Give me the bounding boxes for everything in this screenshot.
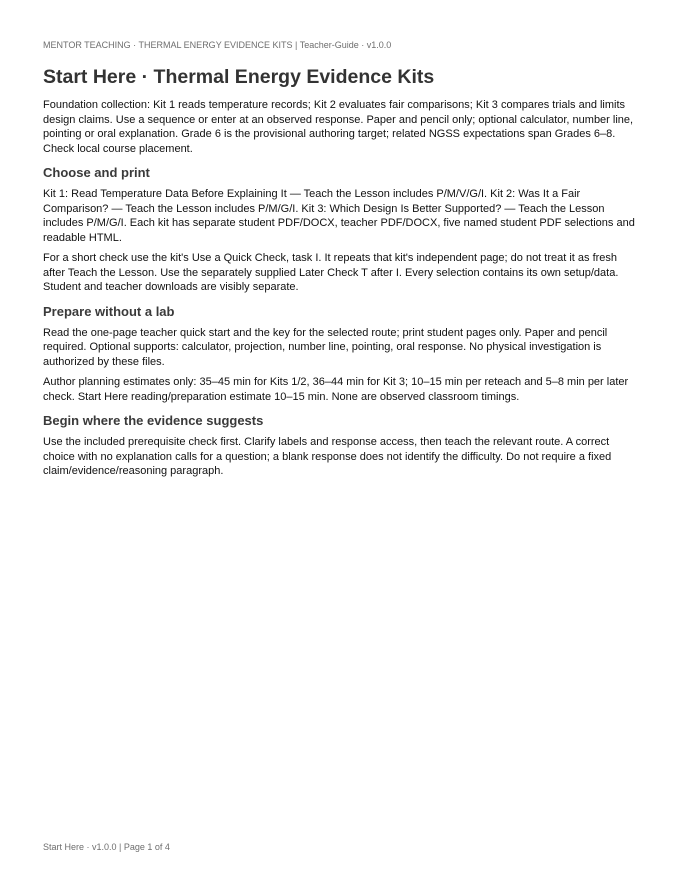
section-prepare-without-a-lab <box>43 304 637 405</box>
section-paragraph: Kit 1: Read Temperature Data Before Explaining It — Teach the Lesson includes P/M/V/G/I. Kit 2: Was It a Fair Comparison? — Teach the Lesson includes P/M/G/I. Kit 3: Which Design Is Better Supported? — Teach the Lesson includes P/M/G/I. Each kit has separate student PDF/DOCX, teacher PDF/DOCX, five named student PDF selections and readable HTML. <box>43 188 635 244</box>
section-heading: Prepare without a lab <box>43 303 175 319</box>
section-heading: Choose and print <box>43 165 150 180</box>
running-header: MENTOR TEACHING · THERMAL ENERGY EVIDENCE KITS | Teacher-Guide · v1.0.0 <box>43 40 392 50</box>
document-body <box>43 98 637 485</box>
running-footer: Start Here · v1.0.0 | Page 1 of 4 <box>43 842 170 852</box>
section-paragraph: For a short check use the kit's Use a Quick Check, task I. It repeats that kit's independent page; do not treat it as fresh after Teach the Lesson. Use the separately supplied Later Check T after I. Every selection contains its own setup/data. Student and teacher downloads are visibly separate. <box>43 252 619 293</box>
section-paragraph: Author planning estimates only: 35–45 min for Kits 1/2, 36–44 min for Kit 3; 10–15 min per reteach and 5–8 min per later check. Start Here reading/preparation estimate 10–15 min. None are observed classroom timings. <box>43 376 629 403</box>
page-title: Start Here · Thermal Energy Evidence Kits <box>43 66 435 88</box>
section-paragraph: Use the included prerequisite check first. Clarify labels and response access, then teach the relevant route. A correct choice with no explanation calls for a question; a blank response does not identify the difficulty. Do not require a fixed claim/evidence/reasoning paragraph. <box>43 436 612 477</box>
section-choose-and-print <box>43 165 637 295</box>
section-paragraph: Read the one-page teacher quick start and the key for the selected route; print student pages only. Paper and pencil required. Optional supports: calculator, projection, number line, pointing, oral response. No physical investigation is authorized by these files. <box>43 326 608 368</box>
section-heading: Begin where the evidence suggests <box>43 413 264 428</box>
intro-paragraph: Foundation collection: Kit 1 reads temperature records; Kit 2 evaluates fair comparisons; Kit 3 compares trials and limits design claims. Use a sequence or enter at an observed response. Paper and pencil only; optional calculator, number line, pointing or oral explanation. Grade 6 is the provisional authoring target; related NGSS expectations span Grades 6–8. Check local course placement. <box>43 99 634 155</box>
section-begin-where-evidence-suggests <box>43 413 637 479</box>
